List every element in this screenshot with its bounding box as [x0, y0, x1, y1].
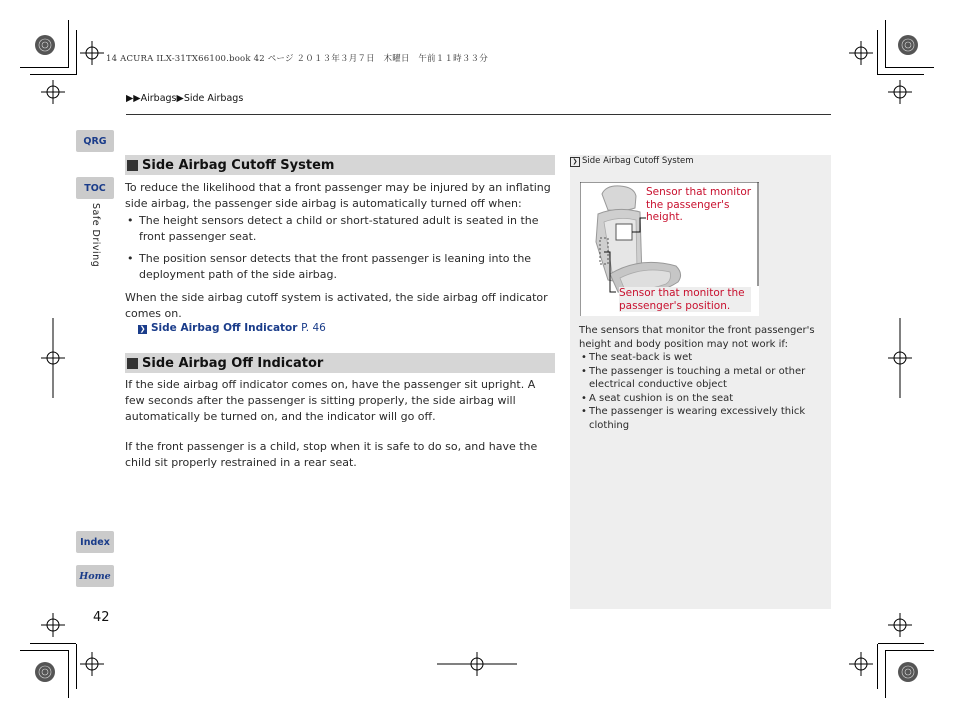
- list-item: • The passenger is touching a metal or other electrical conductive object: [579, 365, 827, 392]
- sidebar-note-intro: The sensors that monitor the front passenger's height and body position may not work if:: [579, 325, 815, 350]
- xref-side-airbag-off-indicator[interactable]: [138, 322, 326, 334]
- section-heading-cutoff: [125, 155, 555, 175]
- breadcrumb: [126, 93, 243, 104]
- heading-square-icon: [127, 358, 138, 369]
- qrg-tab[interactable]: QRG: [76, 130, 114, 152]
- list-item: • The passenger is wearing excessively thick clothing: [579, 405, 827, 432]
- reference-icon: ❯: [570, 157, 580, 167]
- xref-label[interactable]: Side Airbag Off Indicator: [151, 322, 298, 334]
- header-rule: [126, 114, 831, 115]
- cutoff-intro: To reduce the likelihood that a front passenger may be injured by an inflating side airbag, the passenger side airbag is automatically turned off when:: [125, 181, 551, 210]
- xref-page[interactable]: P. 46: [301, 322, 326, 334]
- breadcrumb-side-airbags: Side Airbags: [183, 93, 244, 104]
- sidebar-note-list: [579, 351, 827, 432]
- toc-tab[interactable]: TOC: [76, 177, 114, 199]
- xref-arrow-icon: ❯: [139, 325, 146, 333]
- home-tab[interactable]: Home: [76, 565, 114, 587]
- cutoff-bullets: [125, 213, 555, 283]
- callout-height-sensor: Sensor that monitor the passenger's height.: [646, 186, 752, 223]
- section-heading-indicator: [125, 353, 555, 373]
- list-item: • The height sensors detect a child or short-statured adult is seated in the front passenger seat.: [125, 213, 555, 245]
- list-item: • A seat cushion is on the seat: [579, 392, 827, 406]
- heading-square-icon: [127, 160, 138, 171]
- section-heading-cutoff-text: Side Airbag Cutoff System: [142, 157, 335, 173]
- indicator-para-1: If the side airbag off indicator comes on, have the passenger sit upright. A few seconds after the passenger is sitting properly, the side airbag will automatically be turned on, and the indicator will go off.: [125, 378, 536, 423]
- breadcrumb-prefix-icon: ▶▶: [126, 93, 141, 104]
- file-header: 14 ACURA ILX-31TX66100.book 42 ページ ２０１３年３月７日 木曜日 午前１１時３３分: [106, 54, 488, 64]
- breadcrumb-airbags[interactable]: Airbags: [140, 93, 177, 104]
- section-heading-indicator-text: Side Airbag Off Indicator: [142, 355, 324, 371]
- index-tab[interactable]: Index: [76, 531, 114, 553]
- page-number: 42: [93, 610, 110, 625]
- cutoff-closing: When the side airbag cutoff system is activated, the side airbag off indicator comes on.: [125, 291, 548, 320]
- sidebar-title: ❯ Side Airbag Cutoff System: [570, 156, 694, 167]
- callout-position-sensor: Sensor that monitor the passenger's position.: [619, 287, 751, 312]
- chapter-label: Safe Driving: [90, 203, 101, 268]
- list-item: • The seat-back is wet: [579, 351, 827, 365]
- list-item: • The position sensor detects that the front passenger is leaning into the deployment path of the side airbag.: [125, 251, 555, 283]
- breadcrumb-separator-icon: ▶: [176, 93, 184, 104]
- indicator-para-2: If the front passenger is a child, stop when it is safe to do so, and have the child sit properly restrained in a rear seat.: [125, 440, 538, 469]
